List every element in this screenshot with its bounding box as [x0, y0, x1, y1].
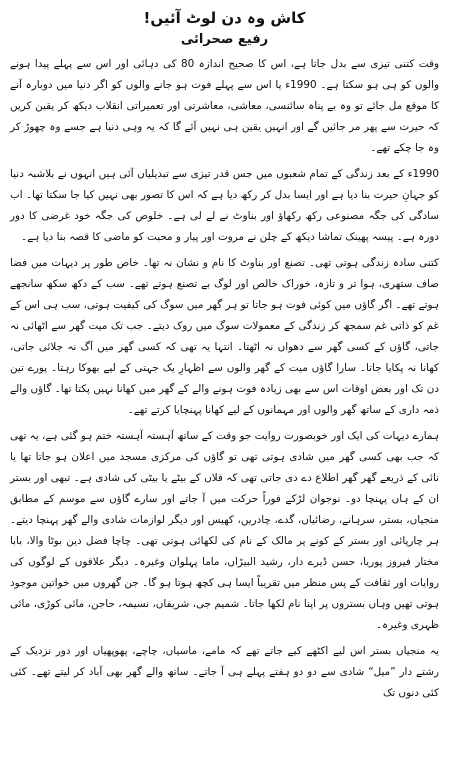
article-paragraph: 1990ء کے بعد زندگی کے تمام شعبوں میں جس قدر تیزی سے تبدیلیاں آئی ہیں انہوں نے بلاشبہ دنیا کو جہانِ حیرت بنا دیا ہے اور ایسا بدل کر رکھ دیا ہے کہ اس کا تصور بھی نہیں کیا جا سکتا تھا۔ اب سادگی کی جگہ مصنوعی رکھ رکھاؤ اور بناوٹ نے لے لی ہے۔ خلوص کی جگہ خود غرضی کا دور دورہ ہے۔ پیسہ پھینک تماشا دیکھ کے چلن نے مروت اور پیار و محبت کو ماضی کا قصہ بنا دیا ہے۔ — [10, 168, 439, 243]
article-paragraph: وقت کتنی تیزی سے بدل جاتا ہے، اس کا صحیح اندازہ 80 کی دہائی اور اس سے پہلے پیدا ہونے والوں کو ہی ہو سکتا ہے۔ 1990ء یا اس سے پہلے فوت ہو جانے والوں کو اگر دنیا میں دوبارہ آنے کا موقع مل جائے تو وہ بے پناہ سائنسی، معاشی، معاشرتی اور تعمیراتی انقلاب دیکھ کر یقین کریں کہ حیرت سے پھر مر جائیں گے اور انہیں یقین ہی نہیں آئے گا کہ یہ وہی دنیا ہے جسے وہ چھوڑ کر وہ جا چکے تھے۔ — [10, 58, 439, 154]
article-paragraph: یہ منجیاں بستر اس لیے اکٹھے کیے جاتے تھے کہ مامے، ماسیاں، چاچے، پھوپھیاں اور دور نزدیک کے رشتے دار ”میل“ شادی سے دو دو ہفتے پہلے ہی آ جاتے۔ ساتھ والے گھر بھی آباد کر لیتے تھے۔ کئی کئی دنوں تک — [10, 645, 439, 699]
article-paragraph: ہمارے دیہات کی ایک اور خوبصورت روایت جو وقت کے ساتھ آہستہ آہستہ ختم ہو گئی ہے، یہ تھی کہ جب بھی کسی گھر میں شادی ہوتی تھی تو گاؤں کی مرکزی مسجد میں اعلان ہو جاتا تھا یا نائی کے ذریعے گھر گھر اطلاع دے دی جاتی تھی کہ فلاں کے بیٹے یا بیٹی کی شادی ہے۔ تبھی اور بستر ان کے ہاں پہنچا دو۔ نوجوان لڑکے فوراً حرکت میں آ جاتے اور سارے گاؤں سے موسم کے مطابق منجیاں، بستر، سرہانے، رضائیاں، گدے، چادریں، کھیس اور دیگر لوازمات شادی والے گھر پہنچا دیتے۔ ہر چارپائی اور بستر کے کونے پر مالک کے نام کی لکھائی ہوتی تھی۔ چاچا فضل دین بوٹا والا، بابا مختار فیروز پوریا، حسن ڈیرے دار، رشید البیڑاں، ماما پہلوان وغیرہ۔ دیگر علاقوں کے لوگوں کی روایات اور ثقافت کے پس منظر میں تقریباً ایسا ہی کچھ ہوتا ہو گا۔ جن گھروں میں خواتین موجود ہوتی تھیں وہاں بستروں پر اپنا نام لکھا جاتا۔ شمیم جی، شریفاں، نسیمہ، حاجن، مائی کوڑی، مائی ظہری وغیرہ۔ — [10, 430, 439, 631]
article-author: رفیع صحرائی — [180, 32, 269, 47]
article-title: کاش وہ دن لوٹ آئیں! — [143, 9, 306, 27]
article-paragraph: کتنی سادہ زندگی ہوتی تھی۔ تصنع اور بناوٹ کا نام و نشان نہ تھا۔ خاص طور پر دیہات میں فضا صاف ستھری، ہوا تر و تازہ، خوراک خالص اور لوگ بے تصنع ہوتے تھے۔ سب کے دکھ سکھ سانجھے ہوتے تھے۔ اگر گاؤں میں کوئی فوت ہو جاتا تو ہر گھر میں سوگ کی کیفیت ہوتی، سب ہی اس کے غم کو ذاتی غم سمجھ کر زندگی کے معمولات سوگ میں روک دیتے۔ جب تک میت گھر سے اٹھائی نہ جاتی، گاؤں کے کسی گھر سے دھواں نہ اٹھتا۔ انتہا یہ تھی کہ کسی گھر میں آگ نہ جلائی جاتی، کھانا نہ پکایا جاتا۔ سارا گاؤں میت کے گھر والوں سے اظہارِ یک جہتی کے لیے بھوکا رہتا۔ پورے تین دن تک اور بعض اوقات اس سے بھی زیادہ فوت ہونے والے کے گھر میں کھانا نہیں پکتا تھا۔ گاؤں والے ذمہ داری کے ساتھ گھر والوں اور مہمانوں کے لیے کھانا پہنچایا کرتے تھے۔ — [10, 257, 439, 416]
